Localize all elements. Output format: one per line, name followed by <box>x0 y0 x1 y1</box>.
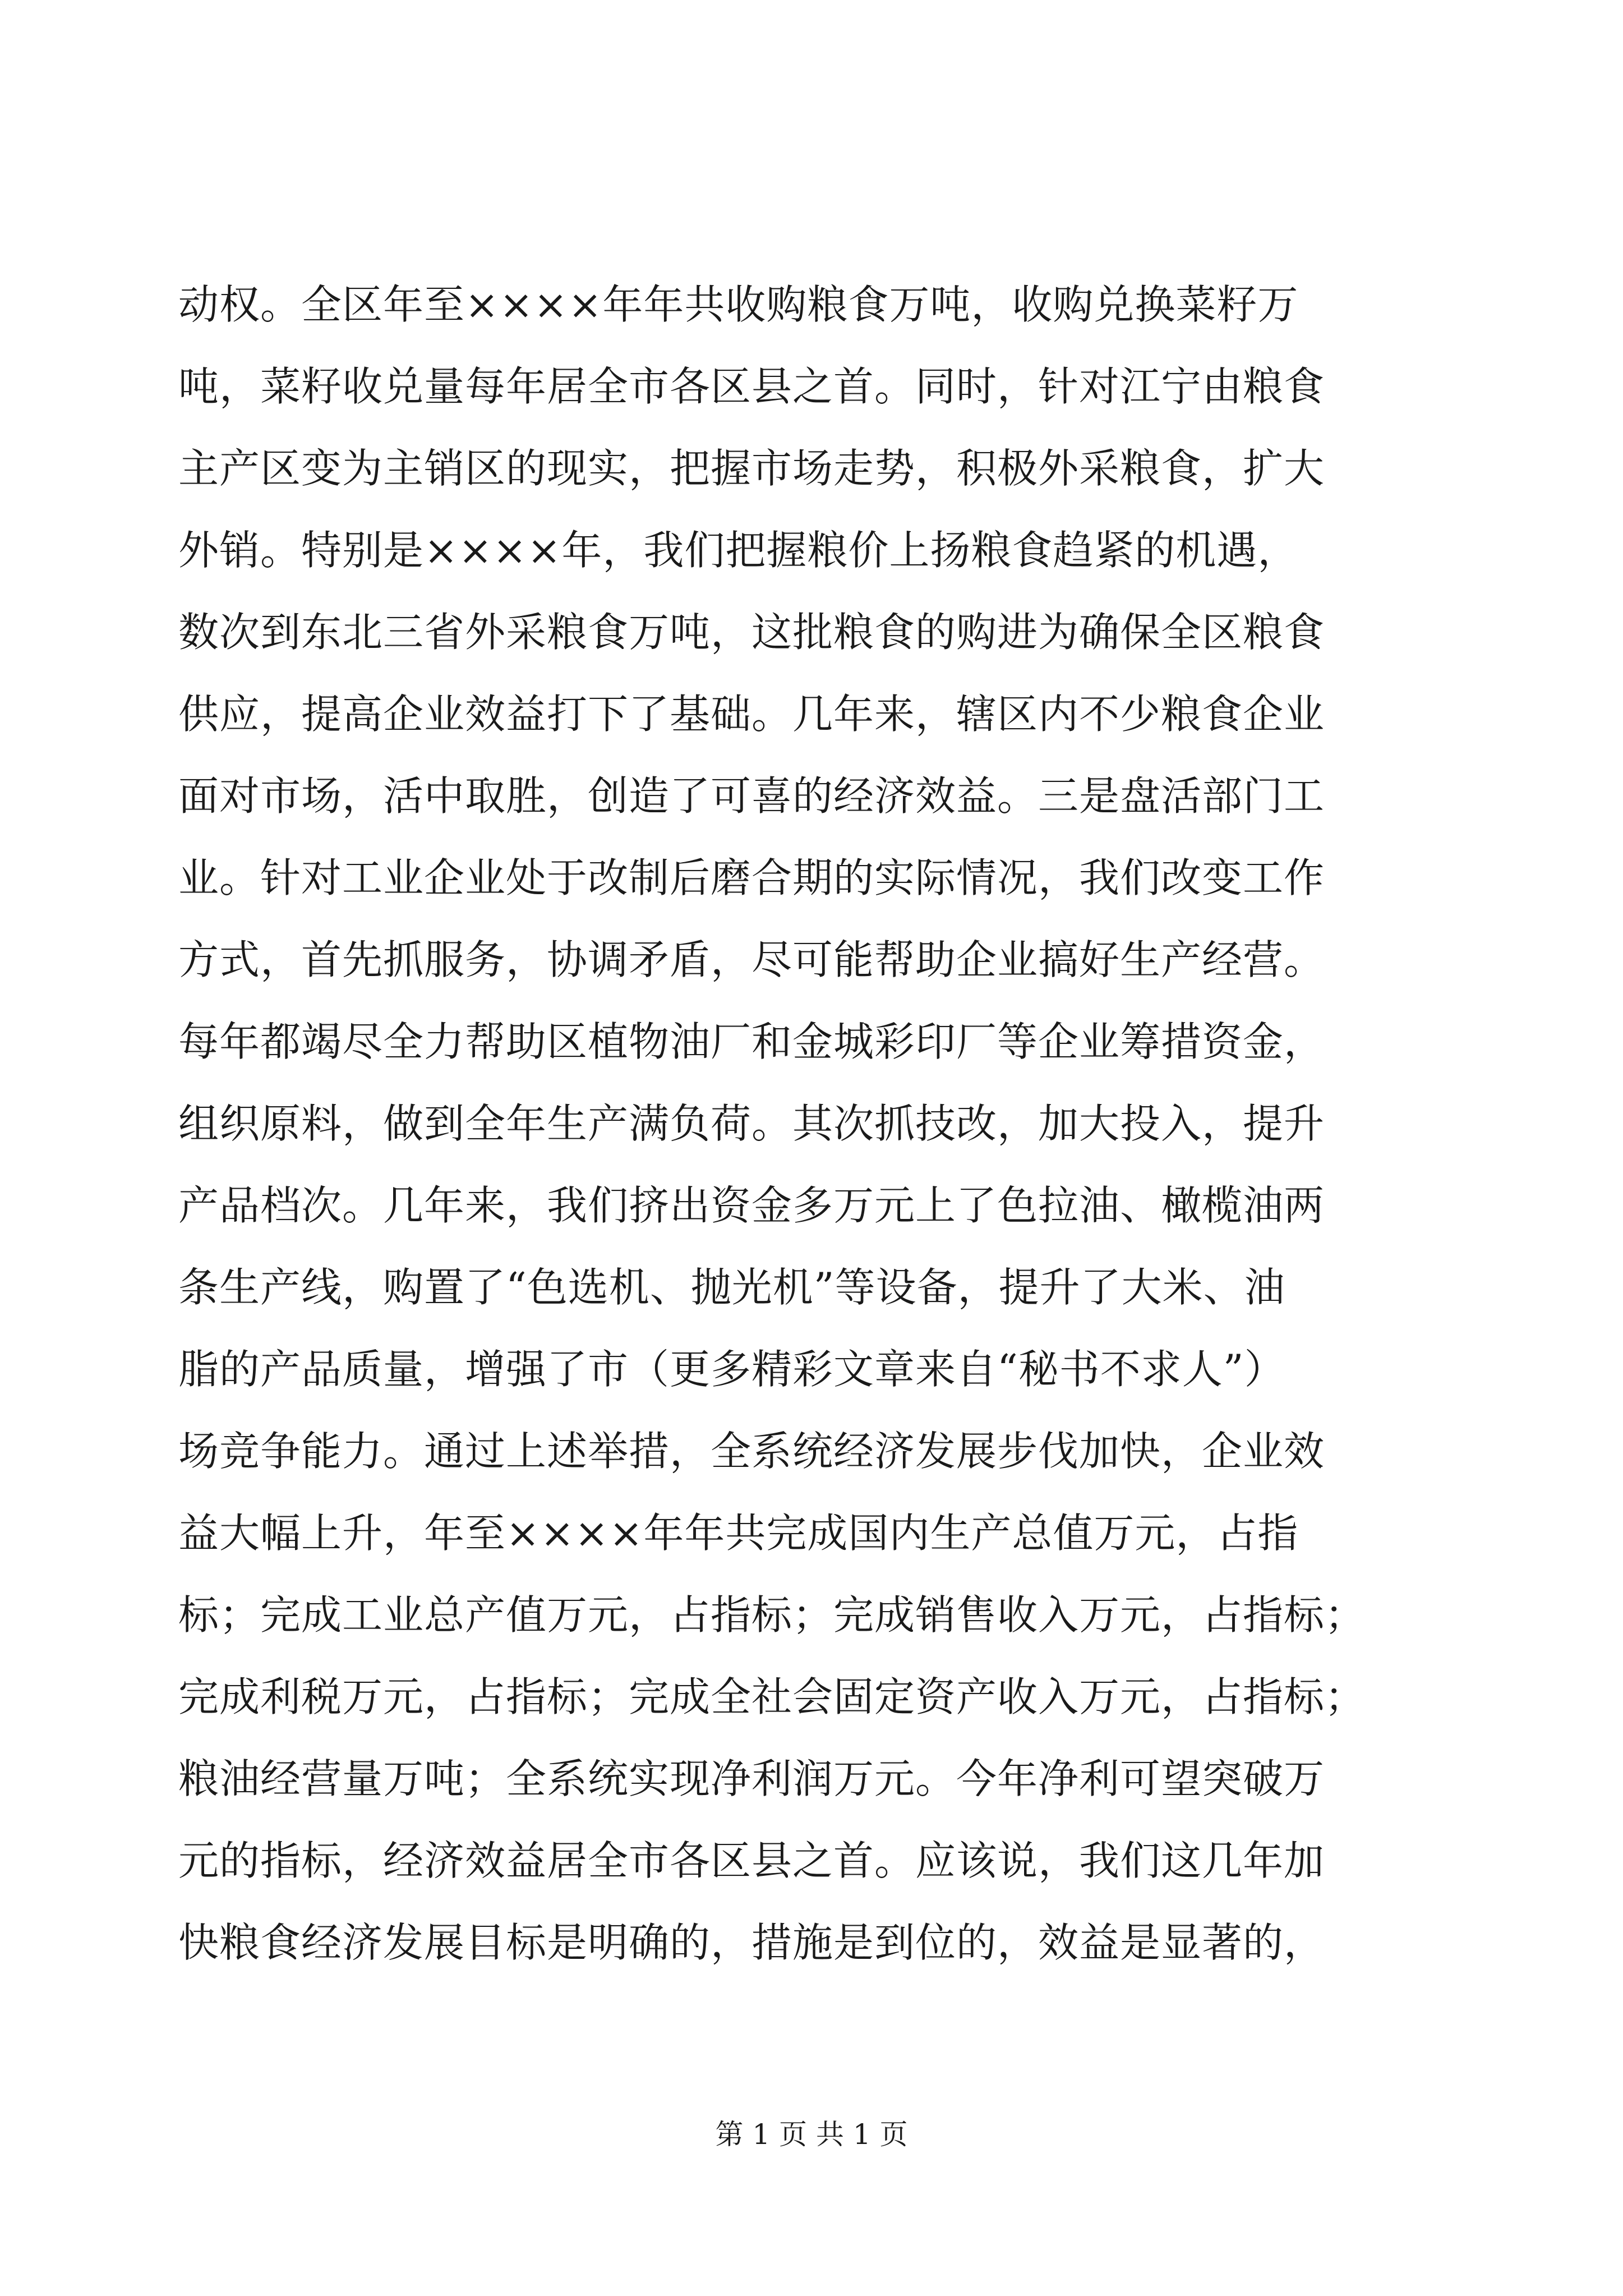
text-line: 面对市场，活中取胜，创造了可喜的经济效益。三是盘活部门工 <box>178 772 1325 820</box>
text-line: 益大幅上升，年至××××年年共完成国内生产总值万元，占指 <box>178 1510 1299 1557</box>
text-line: 供应，提高企业效益打下了基础。几年来，辖区内不少粮食企业 <box>178 691 1325 738</box>
body-text <box>178 264 1435 1984</box>
text-line: 快粮食经济发展目标是明确的，措施是到位的，效益是显著的， <box>178 1919 1325 1966</box>
text-line: 动权。全区年至××××年年共收购粮食万吨，收购兑换菜籽万 <box>178 281 1299 328</box>
text-line: 场竞争能力。通过上述举措，全系统经济发展步伐加快，企业效 <box>178 1428 1325 1475</box>
text-line: 条生产线，购置了“色选机、抛光机”等设备，提升了大米、油 <box>178 1264 1285 1311</box>
text-line: 脂的产品质量，增强了市（更多精彩文章来自“秘书不求人”） <box>178 1346 1285 1393</box>
text-line: 外销。特别是××××年，我们把握粮价上扬粮食趋紧的机遇， <box>178 527 1299 574</box>
page-footer <box>0 2112 1623 2152</box>
text-line: 业。针对工业企业处于改制后磨合期的实际情况，我们改变工作 <box>178 854 1325 901</box>
text-line: 组织原料，做到全年生产满负荷。其次抓技改，加大投入，提升 <box>178 1100 1325 1147</box>
text-line: 方式，首先抓服务，协调矛盾，尽可能帮助企业搞好生产经营。 <box>178 936 1325 983</box>
text-line: 产品档次。几年来，我们挤出资金多万元上了色拉油、橄榄油两 <box>178 1182 1325 1229</box>
text-line: 标；完成工业总产值万元，占指标；完成销售收入万元，占指标； <box>178 1591 1366 1639</box>
page-number: 第 1 页 共 1 页 <box>715 2118 908 2151</box>
text-line: 吨，菜籽收兑量每年居全市各区县之首。同时，针对江宁由粮食 <box>178 363 1325 410</box>
text-line: 每年都竭尽全力帮助区植物油厂和金城彩印厂等企业筹措资金， <box>178 1018 1325 1065</box>
text-line: 完成利税万元，占指标；完成全社会固定资产收入万元，占指标； <box>178 1673 1366 1720</box>
text-line: 元的指标，经济效益居全市各区县之首。应该说，我们这几年加 <box>178 1837 1325 1884</box>
text-line: 粮油经营量万吨；全系统实现净利润万元。今年净利可望突破万 <box>178 1755 1325 1802</box>
text-line: 数次到东北三省外采粮食万吨，这批粮食的购进为确保全区粮食 <box>178 609 1325 656</box>
text-line: 主产区变为主销区的现实，把握市场走势，积极外采粮食，扩大 <box>178 445 1325 492</box>
